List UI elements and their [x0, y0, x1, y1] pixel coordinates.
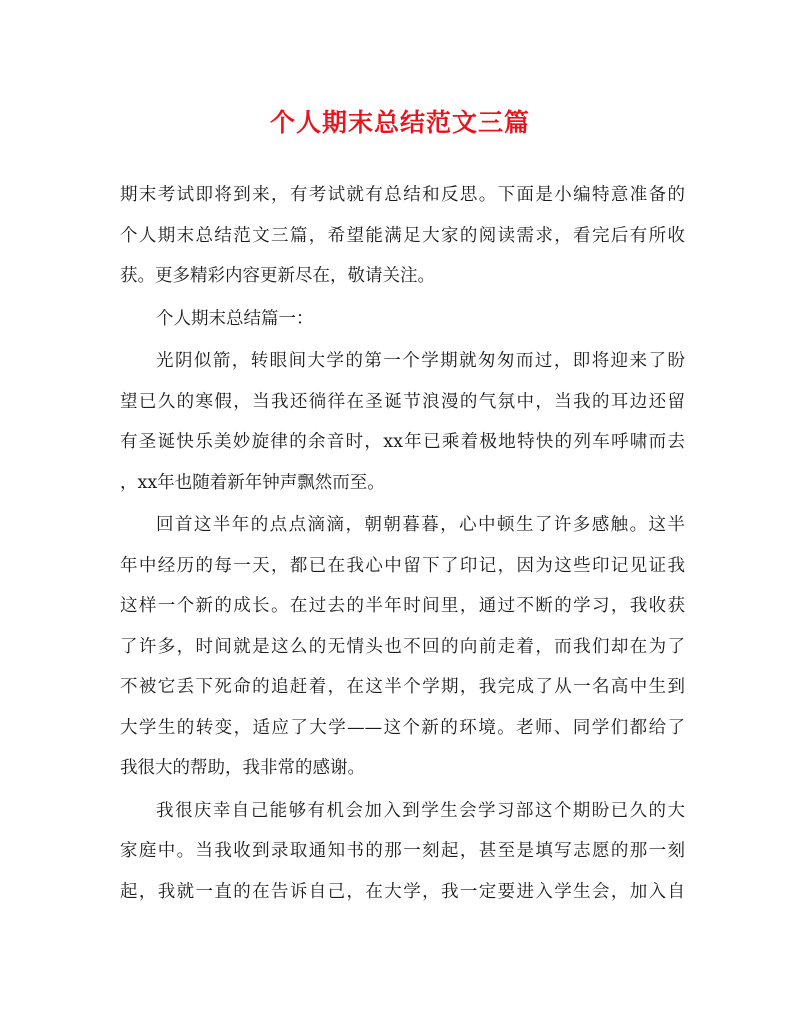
text-line: ，xx年也随着新年钟声飘然而至。	[120, 472, 385, 493]
paragraph-body	[120, 341, 685, 503]
text-line: 我很大的帮助，我非常的感谢。	[120, 758, 365, 778]
text-line: 大学生的转变，适应了大学——这个新的环境。老师、同学们都给了	[120, 717, 685, 738]
text-line: 光阴似箭，转眼间大学的第一个学期就匆匆而过，即将迎来了盼	[156, 351, 685, 371]
paragraph-body	[120, 505, 685, 789]
text-line: 获。更多精彩内容更新尽在，敬请关注。	[120, 266, 435, 286]
paragraph-body	[120, 791, 685, 913]
document-body	[120, 175, 685, 914]
text-line: 不被它丢下死命的追赶着，在这半个学期，我完成了从一名高中生到	[120, 677, 685, 697]
text-line: 了许多，时间就是这么的无情头也不回的向前走着，而我们却在为了	[120, 636, 685, 657]
text-line: 起，我就一直的在告诉自己，在大学，我一定要进入学生会，加入自	[120, 881, 685, 902]
text-line: 个人期末总结范文三篇，希望能满足大家的阅读需求，看完后有所收	[120, 225, 685, 246]
text-line: 期末考试即将到来，有考试就有总结和反思。下面是小编特意准备的	[120, 185, 685, 205]
text-line: 年中经历的每一天，都已在我心中留下了印记，因为这些印记见证我	[120, 555, 685, 576]
text-line: 这样一个新的成长。在过去的半年时间里，通过不断的学习，我收获	[120, 596, 685, 616]
text-line: 望已久的寒假，当我还徜徉在圣诞节浪漫的气氛中，当我的耳边还留	[120, 391, 685, 412]
text-line: 家庭中。当我收到录取通知书的那一刻起，甚至是填写志愿的那一刻	[120, 841, 685, 861]
text-line: 回首这半年的点点滴滴，朝朝暮暮，心中顿生了许多感触。这半	[156, 515, 685, 535]
paragraph-section-heading	[120, 299, 685, 340]
text-line: 我很庆幸自己能够有机会加入到学生会学习部这个期盼已久的大	[156, 800, 685, 821]
paragraph-intro	[120, 175, 685, 297]
text-line: 有圣诞快乐美妙旋律的余音时，xx年已乘着极地特快的列车呼啸而去	[120, 432, 685, 452]
section-heading: 个人期末总结篇一：	[156, 308, 314, 329]
document-title: 个人期末总结范文三篇	[269, 108, 530, 137]
